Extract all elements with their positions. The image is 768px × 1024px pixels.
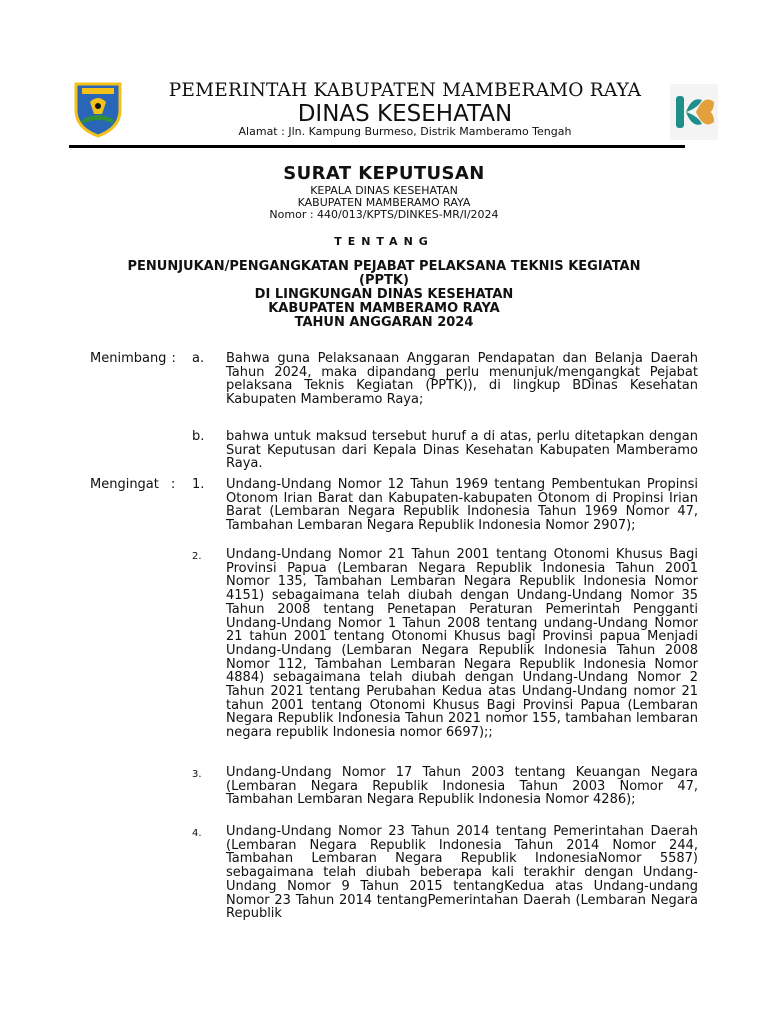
mengingat-marker-3: 3.: [192, 769, 202, 780]
subject-line-5: TAHUN ANGGARAN 2024: [294, 315, 474, 330]
mengingat-marker-2: 2.: [192, 551, 202, 562]
subject-line-3: DI LINGKUNGAN DINAS KESEHATAN: [254, 287, 514, 302]
menimbang-item-a: Bahwa guna Pelaksanaan Anggaran Pendapatan dan Belanja Daerah Tahun 2024, maka dipandang perlu menunjuk/mengangkat Pejabat pelaksana Teknis Kegiatan (PPTK)), di lingkup BDinas Kesehatan Kabupaten Mamberamo Raya;: [226, 351, 698, 408]
decree-title: SURAT KEPUTUSAN: [283, 163, 485, 184]
mengingat-label: Mengingat :: [90, 477, 176, 492]
mengingat-item-2: Undang-Undang Nomor 21 Tahun 2001 tentang Otonomi Khusus Bagi Provinsi Papua (Lembaran Negara Republik Indonesia Tahun 2001 Nomor 135, Tambahan Lembaran Negara Republik Indonesia Nomor 4151) sebagaimana telah diubah dengan Undang-Undang Nomor 35 Tahun 2008 tentang Penetapan Peraturan Pemerintah Pengganti Undang-Undang Nomor 1 Tahun 2008 tentang undang-Undang Nomor 21 tahun 2001 tentang Otonomi Khusus bagi Provinsi papua Menjadi Undang-Undang (Lembaran Negara Republik Indonesia Tahun 2008 Nomor 112, Tambahan Lembaran Negara Republik Indonesia Nomor 4884) sebagaimana telah diubah dengan Undang-Undang Nomor 2 Tahun 2021 tentang Perubahan Kedua atas Undang-Undang nomor 21 tahun 2001 tentang Otonomi Khusus Bagi Provinsi Papua (Lembaran Negara Republik Indonesia Tahun 2021 nomor 155, tambahan lembaran negara republik Indonesia nomor 6697);;: [226, 547, 698, 741]
decree-number: Nomor : 440/013/KPTS/DINKES-MR/I/2024: [269, 208, 499, 221]
subject-line-4: KABUPATEN MAMBERAMO RAYA: [268, 301, 500, 316]
issuer-line-1: KEPALA DINAS KESEHATAN: [310, 184, 458, 197]
subject-line-2: (PPTK): [359, 273, 409, 288]
regency-crest-icon: [72, 80, 124, 138]
menimbang-label: Menimbang :: [90, 351, 176, 366]
letterhead-divider: [69, 145, 685, 148]
issuer-line-2: KABUPATEN MAMBERAMO RAYA: [297, 196, 471, 209]
health-ministry-logo-icon: [670, 84, 718, 140]
mengingat-item-4: Undang-Undang Nomor 23 Tahun 2014 tentang Pemerintahan Daerah (Lembaran Negara Republik Indonesia Tahun 2014 Nomor 244, Tambahan Lembaran Negara Republik IndonesiaNomor 5587) sebagaimana telah diubah beberapa kali terakhir dengan Undang-Undang Nomor 9 Tahun 2015 tentangKedua atas Undang-undang Nomor 23 Tahun 2014 tentangPemerintahan Daerah (Lembaran Negara Republik: [226, 824, 698, 922]
mengingat-marker-1: 1.: [192, 477, 205, 492]
menimbang-item-b: bahwa untuk maksud tersebut huruf a di atas, perlu ditetapkan dengan Surat Keputusan dari Kepala Dinas Kesehatan Kabupaten Mamberamo Raya.: [226, 429, 698, 472]
office-address: Alamat : Jln. Kampung Burmeso, Distrik Mamberamo Tengah: [238, 125, 572, 138]
government-name: PEMERINTAH KABUPATEN MAMBERAMO RAYA: [168, 80, 642, 101]
tentang-heading: TENTANG: [334, 235, 434, 248]
subject-line-1: PENUNJUKAN/PENGANGKATAN PEJABAT PELAKSANA TEKNIS KEGIATAN: [127, 259, 641, 274]
department-name: DINAS KESEHATAN: [297, 101, 513, 127]
menimbang-marker-b: b.: [192, 429, 205, 444]
mengingat-marker-4: 4.: [192, 828, 202, 839]
mengingat-item-1: Undang-Undang Nomor 12 Tahun 1969 tentang Pembentukan Propinsi Otonom Irian Barat dan Kabupaten-kabupaten Otonom di Propinsi Irian Barat (Lembaran Negara Republik Indonesia Tahun 1969 Nomor 47, Tambahan Lembaran Negara Republik Indonesia Nomor 2907);: [226, 477, 698, 534]
mengingat-item-3: Undang-Undang Nomor 17 Tahun 2003 tentang Keuangan Negara (Lembaran Negara Republik Indonesia Tahun 2003 Nomor 47, Tambahan Lembaran Negara Republik Indonesia Nomor 4286);: [226, 765, 698, 808]
menimbang-marker-a: a.: [192, 351, 205, 366]
